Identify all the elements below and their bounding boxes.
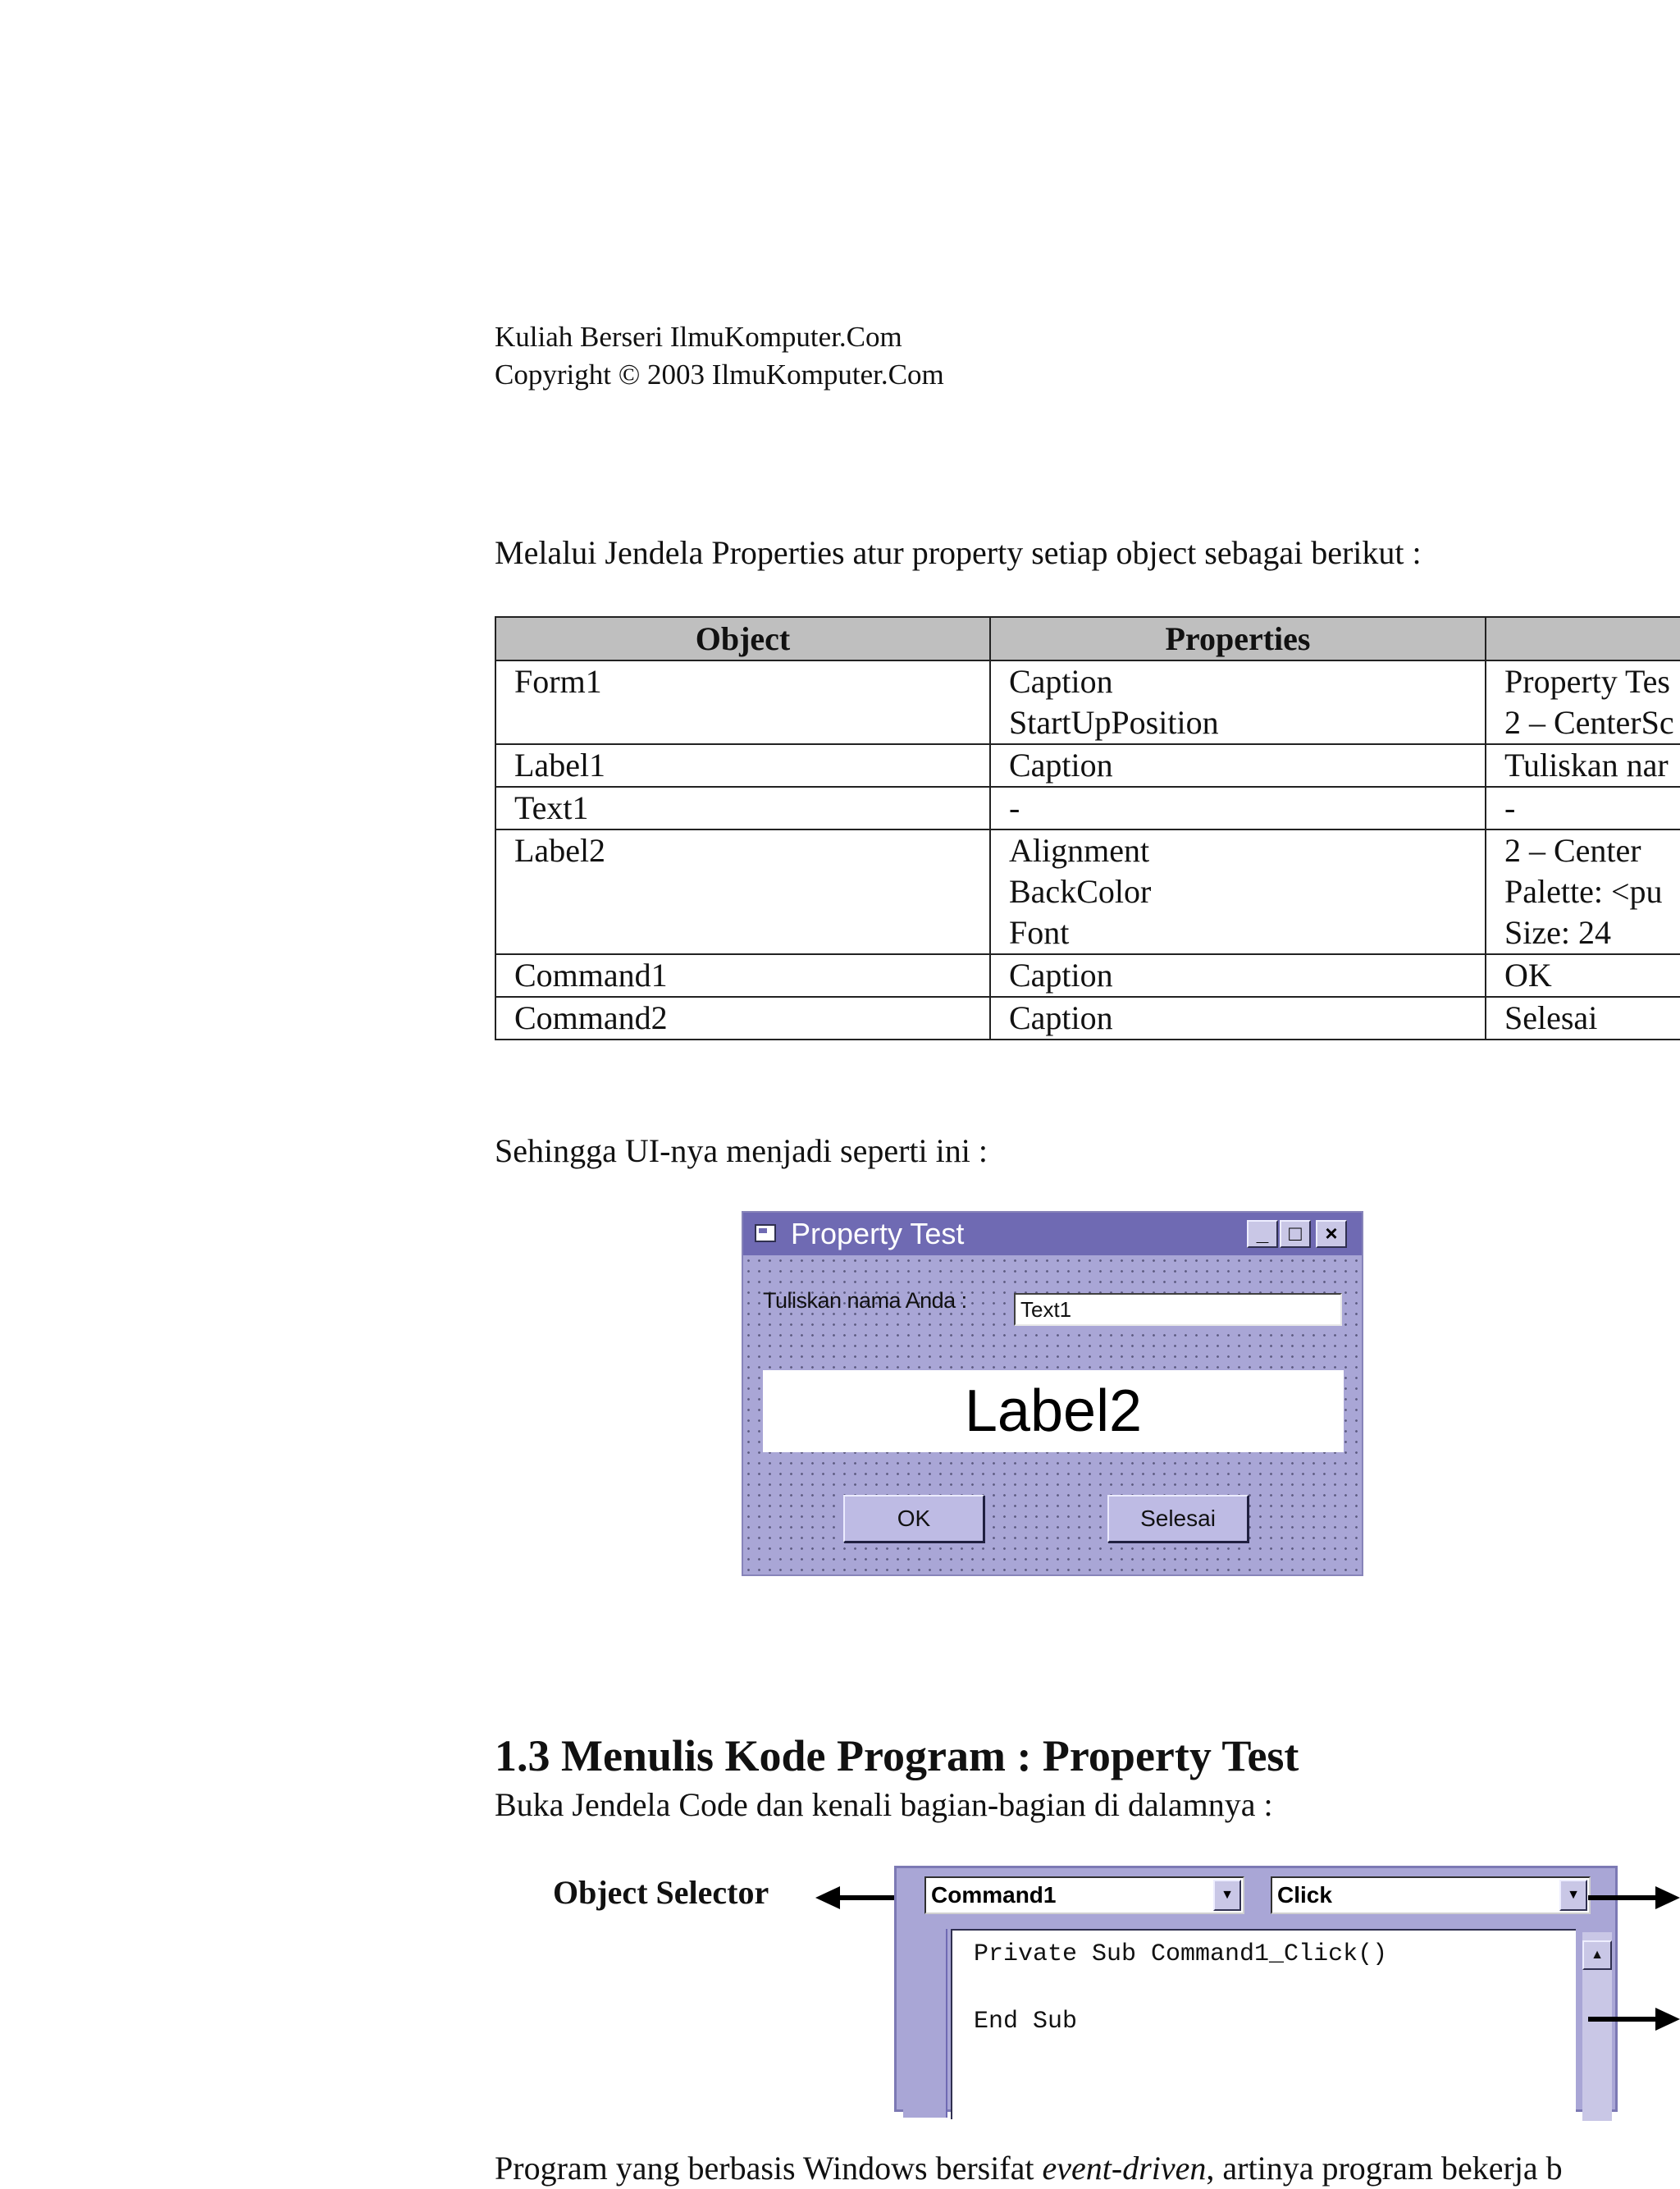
- cell-object: Label1: [495, 744, 990, 787]
- property-value: Tuliskan nar: [1504, 747, 1669, 784]
- margin-strip: [903, 1929, 947, 2118]
- property-value: 2 – Center: [1504, 832, 1641, 869]
- close-icon[interactable]: ×: [1316, 1220, 1347, 1248]
- cell-values: [1486, 787, 1680, 829]
- property-value: OK: [1504, 957, 1552, 994]
- table-row: [495, 744, 1680, 787]
- cell-object: Command2: [495, 997, 990, 1040]
- property-name: Caption: [1009, 747, 1113, 784]
- paragraph-part: Program yang berbasis Windows bersifat: [495, 2150, 1043, 2187]
- header-properties: Properties: [990, 617, 1486, 660]
- property-name: -: [1009, 789, 1020, 826]
- cell-object: Form1: [495, 660, 990, 744]
- code-line: Private Sub Command1_Click(): [974, 1940, 1388, 1968]
- header-object: Object: [495, 617, 990, 660]
- cell-properties: [990, 954, 1486, 997]
- arrow-left-icon: [815, 1886, 840, 1909]
- form-icon: [755, 1224, 776, 1242]
- property-name: Font: [1009, 914, 1070, 951]
- vertical-scrollbar[interactable]: [1582, 1932, 1612, 2121]
- cell-object: Command1: [495, 954, 990, 997]
- cell-values: [1486, 829, 1680, 954]
- property-name: Caption: [1009, 957, 1113, 994]
- vb-form-preview: [742, 1211, 1363, 1576]
- property-value: -: [1504, 789, 1516, 826]
- object-selector-label: Object Selector: [553, 1874, 769, 1911]
- cell-values: [1486, 997, 1680, 1040]
- procedure-combo[interactable]: [1271, 1876, 1591, 1914]
- cell-values: [1486, 954, 1680, 997]
- cell-object: Label2: [495, 829, 990, 954]
- dropdown-arrow-icon[interactable]: ▼: [1213, 1880, 1241, 1911]
- arrow-shaft-left: [837, 1895, 896, 1900]
- property-value: Property Tes: [1504, 663, 1670, 700]
- label1: Tuliskan nama Anda :: [763, 1288, 967, 1313]
- property-value: Palette: <pu: [1504, 873, 1663, 910]
- arrow-shaft-right: [1588, 2017, 1655, 2022]
- property-value: 2 – CenterSc: [1504, 704, 1674, 741]
- table-row: [495, 660, 1680, 744]
- procedure-combo-value: Click: [1277, 1882, 1332, 1908]
- properties-table: [495, 616, 1680, 1040]
- property-name: BackColor: [1009, 873, 1152, 910]
- form-titlebar: [743, 1213, 1362, 1255]
- cell-values: [1486, 660, 1680, 744]
- text1-input[interactable]: Text1: [1014, 1293, 1342, 1326]
- code-line: End Sub: [974, 2008, 1078, 2036]
- object-combo-value: Command1: [931, 1882, 1057, 1908]
- code-editor[interactable]: [951, 1929, 1576, 2119]
- table-header-row: [495, 617, 1680, 660]
- property-name: Caption: [1009, 663, 1113, 700]
- code-window: [894, 1866, 1618, 2112]
- form-title: Property Test: [791, 1217, 965, 1250]
- paragraph-part: , artinya program bekerja b: [1206, 2150, 1563, 2187]
- table-row: [495, 997, 1680, 1040]
- paragraph-italic: event-driven: [1042, 2150, 1207, 2187]
- header-copyright: Copyright © 2003 IlmuKomputer.Com: [495, 359, 944, 391]
- property-value: Size: 24: [1504, 914, 1611, 951]
- property-name: Alignment: [1009, 832, 1150, 869]
- table-row: [495, 829, 1680, 954]
- maximize-icon[interactable]: □: [1280, 1220, 1311, 1248]
- section-heading: 1.3 Menulis Kode Program : Property Test: [495, 1731, 1299, 1780]
- arrow-right-icon: [1655, 2008, 1680, 2031]
- minimize-icon[interactable]: _: [1247, 1220, 1278, 1248]
- property-value: Selesai: [1504, 999, 1598, 1036]
- event-driven-paragraph: [495, 2148, 1563, 2189]
- header-value: [1486, 617, 1680, 660]
- property-name: StartUpPosition: [1009, 704, 1219, 741]
- header-site-name: Kuliah Berseri IlmuKomputer.Com: [495, 321, 902, 353]
- cell-properties: [990, 787, 1486, 829]
- arrow-right-icon: [1655, 1886, 1680, 1909]
- table-row: [495, 787, 1680, 829]
- object-combo[interactable]: [924, 1876, 1244, 1914]
- cell-properties: [990, 997, 1486, 1040]
- selesai-button[interactable]: Selesai: [1107, 1495, 1249, 1542]
- intro-paragraph: Melalui Jendela Properties atur property setiap object sebagai berikut :: [495, 534, 1422, 571]
- ui-intro-paragraph: Sehingga UI-nya menjadi seperti ini :: [495, 1132, 988, 1169]
- label2: Label2: [763, 1370, 1344, 1452]
- property-name: Caption: [1009, 999, 1113, 1036]
- dropdown-arrow-icon[interactable]: ▼: [1559, 1880, 1587, 1911]
- cell-values: [1486, 744, 1680, 787]
- arrow-shaft-right: [1588, 1895, 1655, 1900]
- section-intro: Buka Jendela Code dan kenali bagian-bagian di dalamnya :: [495, 1786, 1273, 1823]
- ok-button[interactable]: OK: [843, 1495, 984, 1542]
- table-row: [495, 954, 1680, 997]
- scroll-up-icon[interactable]: ▲: [1582, 1940, 1612, 1970]
- cell-properties: [990, 660, 1486, 744]
- cell-properties: [990, 829, 1486, 954]
- cell-object: Text1: [495, 787, 990, 829]
- cell-properties: [990, 744, 1486, 787]
